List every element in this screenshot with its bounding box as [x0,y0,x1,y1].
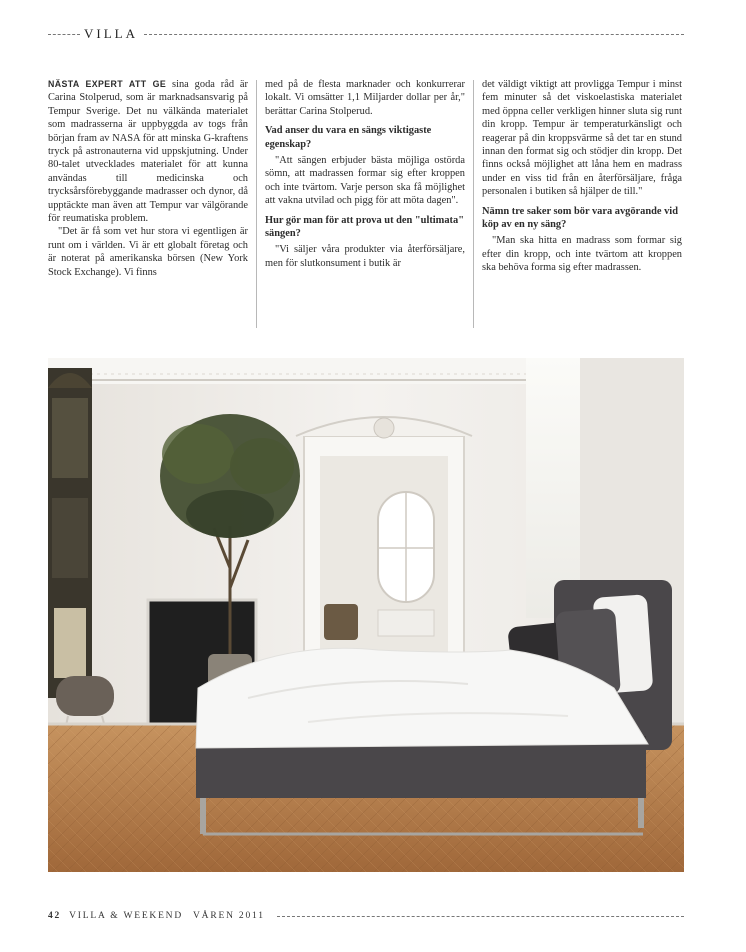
footer-rule [277,916,684,917]
page-number: 42 [48,911,62,921]
interview-question: Hur gör man för att prova ut den "ultimata" sängen? [265,214,464,240]
bed-leg [638,798,644,828]
right-window [526,358,580,618]
article-column-1 [48,78,248,330]
article-column-2 [265,78,465,330]
interview-answer: "Man ska hitta en madrass som formar sig efter din kropp, och inte tvärtom att kroppen ska behöva forma sig efter madrassen. [482,235,682,274]
header-rule-left [48,34,80,35]
section-label: VILLA [84,26,138,41]
magazine-name: VILLA & WEEKEND [69,911,184,921]
paragraph: det väldigt viktigt att provligga Tempur i minst fem minuter så det viskoelastiska materialet med öppna celler verkligen hinner sluta sig runt din kropp. Tempur är temperaturkänsligt och reagerar på din kroppsvärme så det tar en stund innan den format sig och stödjer din kropp. Det finns också möjlighet att låna hem en madrass under en viss tid från en återförsäljare, fråga personalen i butiken så hjälper de till." [482,79,682,198]
bedroom-photo [48,358,684,872]
article-column-3 [482,78,682,330]
header-rule-right [144,34,684,35]
interview-answer: "Att sängen erbjuder bästa möjliga ostörda sömn, att madrassen formar sig efter kroppen och inte tvärtom. Varje person ska få möjlighet att vakna utvilad och pigg för att möta dagen". [265,155,465,207]
paragraph: med på de flesta marknader och konkurrerar lokalt. Vi omsätter 1,1 Miljarder dollar per år," berättar Carina Stolperud. [265,79,465,117]
lead-in: NÄSTA EXPERT ATT GE [48,79,167,89]
bed-leg [200,798,206,834]
issue-label: VÅREN 2011 [193,911,265,921]
intro-paragraph: NÄSTA EXPERT ATT GE sina goda råd är Carina Stolperud, som är marknadsansvarig på Tempur Sverige. Det nu välkända materialet som madrasserna är uppbyggda av togs från början fram av NASA för att minska G-kraftens tryck på astronauterna vid uppskjutning. Under 80-talet utvecklades materialet för att kunna användas till medicinska och trycksårsförebyggande madrasser och dynor, då upptäckte man även att Tempur var välgörande för reumatiska problem. [48,79,248,225]
paragraph: "Det är få som vet hur stora vi egentligen är runt om i världen. Vi är ett globalt företag och är noterat på amerikanska börsen (New York Stock Exchange). Vi finns [48,226,248,278]
page-footer [48,908,684,924]
armchair [324,604,358,640]
interview-question: Vad anser du vara en sängs viktigaste egenskap? [265,125,432,150]
column-divider [256,80,257,328]
radiator [378,610,434,636]
interview-question: Nämn tre saker som bör vara avgörande vid köp av en ny säng? [482,205,678,231]
interview-answer: "Vi säljer våra produkter via återförsäljare, men för slutkonsument i butik är [265,244,465,269]
column-divider [473,80,474,328]
section-header [48,26,684,42]
